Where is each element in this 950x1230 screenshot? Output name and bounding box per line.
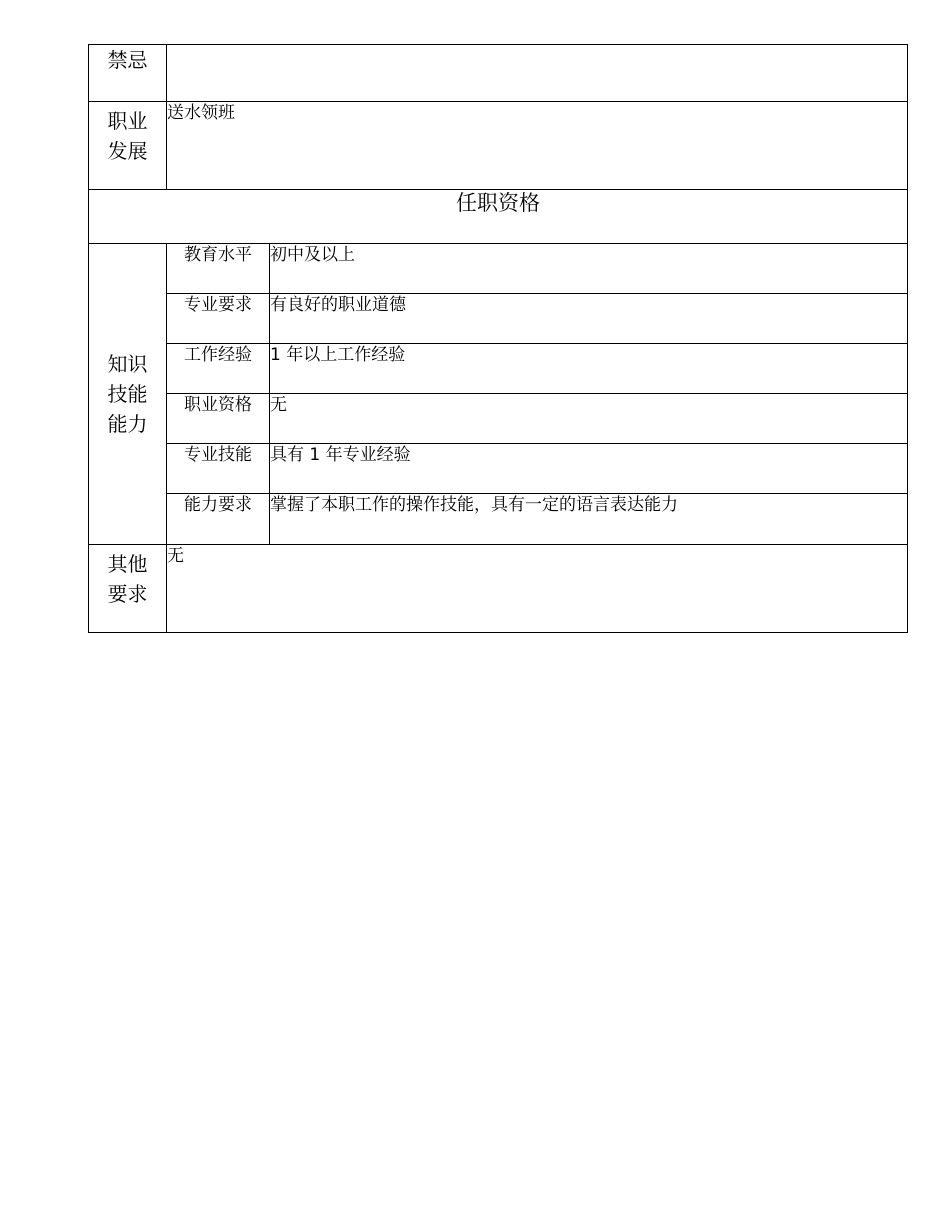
taboo-value-cell — [167, 45, 908, 102]
education-value: 初中及以上 — [270, 244, 908, 294]
knowledge-row — [89, 444, 908, 494]
taboo-row — [89, 45, 908, 102]
other-label-line2: 要求 — [107, 582, 148, 606]
job-requirements-table — [88, 44, 908, 633]
job-requirements-sheet — [88, 44, 907, 633]
other-label-line1: 其他 — [107, 552, 148, 576]
knowledge-label-line1: 知识 — [107, 352, 148, 376]
qualification-title-row — [89, 190, 908, 244]
knowledge-row — [89, 394, 908, 444]
knowledge-row — [89, 244, 908, 294]
taboo-label-cell — [89, 45, 167, 102]
certification-value: 无 — [270, 394, 908, 444]
career-label-cell — [89, 102, 167, 190]
other-label-cell — [89, 545, 167, 633]
major-label: 专业要求 — [167, 294, 270, 344]
ability-value: 掌握了本职工作的操作技能，具有一定的语言表达能力 — [270, 494, 908, 545]
other-value-cell — [167, 545, 908, 633]
other-row — [89, 545, 908, 633]
skill-label: 专业技能 — [167, 444, 270, 494]
experience-value: 1 年以上工作经验 — [270, 344, 908, 394]
education-label: 教育水平 — [167, 244, 270, 294]
other-value: 无 — [167, 546, 184, 566]
major-value: 有良好的职业道德 — [270, 294, 908, 344]
ability-label: 能力要求 — [167, 494, 270, 545]
taboo-label: 禁忌 — [107, 48, 148, 72]
knowledge-label-line2: 技能 — [107, 382, 148, 406]
skill-value: 具有 1 年专业经验 — [270, 444, 908, 494]
qualification-title: 任职资格 — [89, 190, 908, 244]
career-label-line1: 职业 — [107, 109, 148, 133]
career-value: 送水领班 — [167, 103, 235, 123]
knowledge-label-line3: 能力 — [107, 412, 148, 436]
certification-label: 职业资格 — [167, 394, 270, 444]
knowledge-row — [89, 344, 908, 394]
career-label-line2: 发展 — [107, 139, 148, 163]
career-row — [89, 102, 908, 190]
experience-label: 工作经验 — [167, 344, 270, 394]
knowledge-row — [89, 494, 908, 545]
knowledge-row — [89, 294, 908, 344]
knowledge-label-cell — [89, 244, 167, 545]
career-value-cell — [167, 102, 908, 190]
